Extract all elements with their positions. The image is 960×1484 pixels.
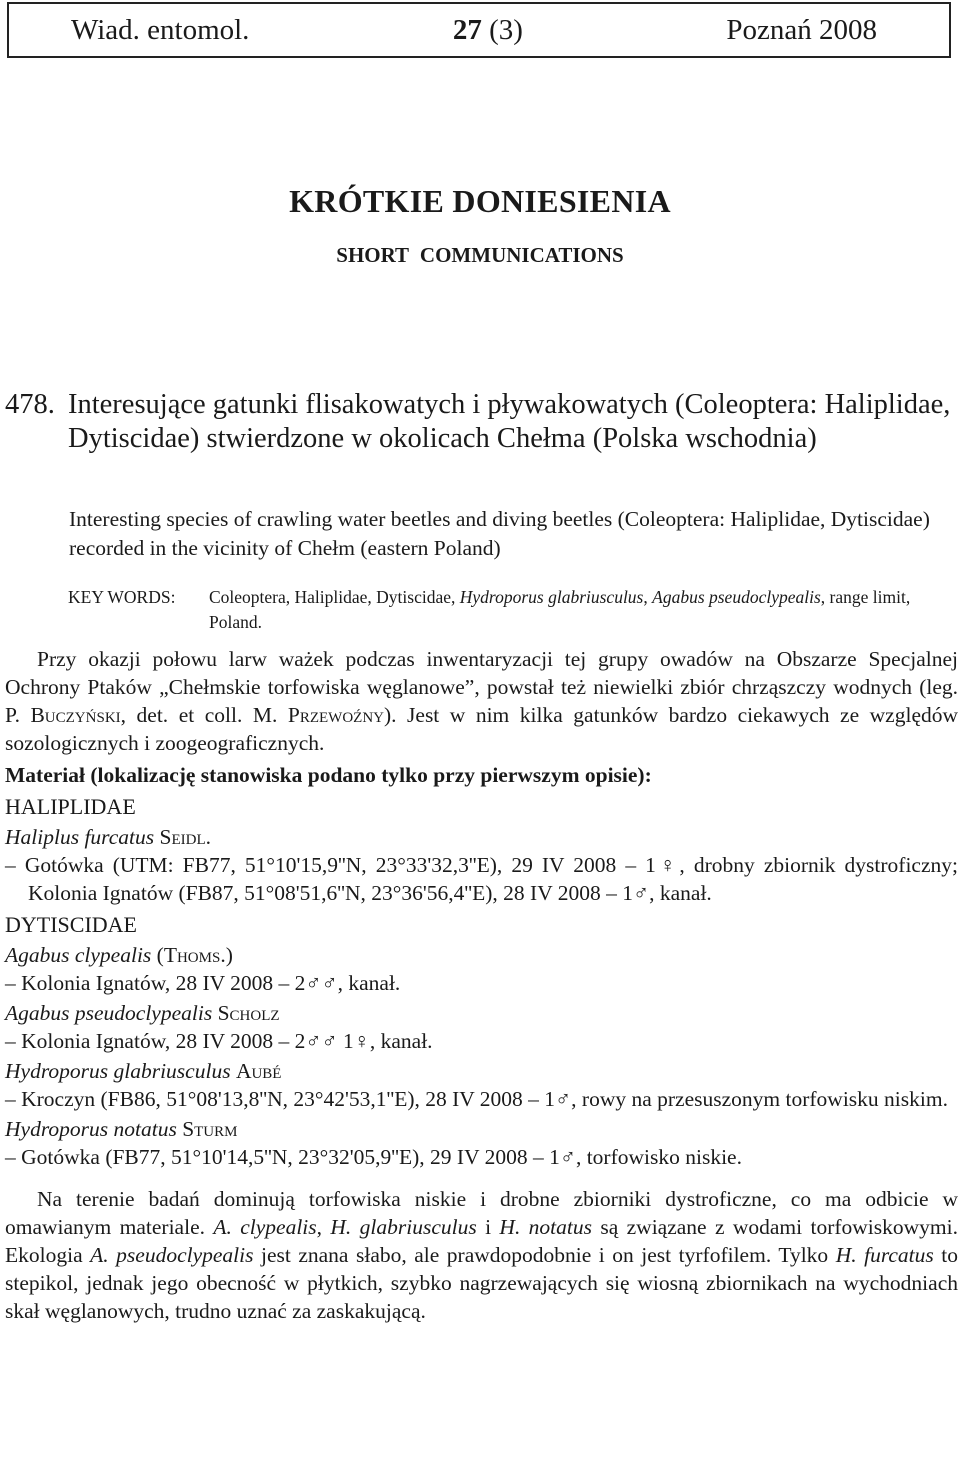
journal-header [7,2,951,58]
species-latin-name: Haliplus furcatus [5,825,155,849]
species-record: – Kroczyn (FB86, 51°08'13,8''N, 23°42'53,1''E), 28 IV 2008 – 1♂, rowy na przesuszonym torfowisku niskim. [5,1087,948,1111]
keywords [68,585,958,635]
text-run: ). Jest w nim kilka gatunków bardzo ciekawych ze względów sozologicznych i zoogeograficznych. [5,703,959,755]
text-run: Na terenie badań dominują torfowiska niskie i drobne zbiorniki dystroficzne, co ma odbicie w omawianym materiale. [5,1187,958,1239]
species-latin-name: Agabus clypealis [5,943,152,967]
text-run: to stepikol, jednak jego obecność w płytkich, szybko nagrzewających się wiosną zbiornikach na wychodniach skał węglanowych, trudno uznać za zaskakującą. [5,1243,959,1323]
intro-paragraph [5,645,958,757]
article-body [5,645,958,1325]
species-latin-name: Hydroporus glabriusculus [5,1059,231,1083]
species-name [5,1057,958,1085]
article-title [5,388,960,456]
species-record: – Kolonia Ignatów, 28 IV 2008 – 2♂♂, kanał. [5,971,401,995]
species-name [5,1115,958,1143]
species-author: Sturm [182,1117,238,1141]
family-heading-dytiscidae: DYTISCIDAE [5,912,137,937]
keywords-label: KEY WORDS: [68,587,176,607]
keywords-part: , [643,587,648,607]
species-author: Aubé [235,1059,282,1083]
species-latin-name: Hydroporus notatus [5,1117,177,1141]
material-heading: Materiał (lokalizację stanowiska podano tylko przy pierwszym opisie): [5,763,652,787]
species-name [5,823,958,851]
keyword-species: Hydroporus glabriusculus [459,587,644,607]
species-author: Scholz [217,1001,280,1025]
issue-number: (3) [489,13,523,46]
text-run: jest znana słabo, ale prawdopodobnie i on jest tyrfofilem. Tylko [253,1243,836,1267]
species-abbrev: A. clypealis [213,1215,317,1239]
species-abbrev: H. furcatus [835,1243,934,1267]
text-run: , [316,1215,331,1239]
keywords-part: Coleoptera, Haliplidae, Dytiscidae, [209,587,456,607]
species-latin-name: Agabus pseudoclypealis [5,1001,213,1025]
author-suffix: . [205,825,211,849]
species-author: Seidl [159,825,206,849]
collector-name: Buczyński [30,703,121,727]
journal-place-year: Poznań 2008 [726,13,877,46]
section-title: KRÓTKIE DONIESIENIA [289,183,671,219]
journal-volume-issue [453,14,523,47]
family-heading-haliplidae: HALIPLIDAE [5,794,136,819]
text-run: i [476,1215,500,1239]
keyword-species: Agabus pseudoclypealis [652,587,821,607]
journal-name: Wiad. entomol. [71,13,250,46]
text-run: , det. et coll. M. [120,703,288,727]
determiner-name: Przewoźny [287,703,384,727]
species-record: – Gotówka (UTM: FB77, 51°10'15,9''N, 23°33'32,3''E), 29 IV 2008 – 1♀, drobny zbiornik dystroficzny; Kolonia Ignatów (FB87, 51°08'51,6''N, 23°36'56,4''E), 28 IV 2008 – 1♂, kanał. [5,853,958,905]
author-suffix: .) [220,943,233,967]
text-run: Przy okazji połowu larw ważek podczas inwentaryzacji tej grupy owadów na Obszarze Specjalnej Ochrony Ptaków „Chełmskie torfowiska węglanowe”, powstał też niewielki zbiór chrząszczy wodnych (leg. P. [5,647,958,727]
article-title-english: Interesting species of crawling water beetles and diving beetles (Coleoptera: Haliplidae, Dytiscidae) recorded in the vicinity of Chełm (eastern Poland) [69,507,930,560]
species-record: – Gotówka (FB77, 51°10'14,5''N, 23°32'05,9''E), 29 IV 2008 – 1♂, torfowisko niskie. [5,1145,742,1169]
species-abbrev: H. notatus [499,1215,592,1239]
volume-number: 27 [452,13,482,46]
author-prefix: ( [156,943,164,967]
keywords-list [209,585,958,635]
species-name [5,999,958,1027]
species-abbrev: A. pseudoclypealis [90,1243,254,1267]
keywords-part: , range limit, Poland. [209,587,911,632]
discussion-paragraph [5,1185,958,1325]
article-number: 478. [5,389,55,420]
article-title-polish: Interesujące gatunki flisakowatych i pływakowatych (Coleoptera: Haliplidae, Dytiscidae) stwierdzone w okolicach Chełma (Polska wschodnia) [68,389,951,454]
species-abbrev: H. glabriusculus [330,1215,477,1239]
species-author: Thoms [163,943,221,967]
section-subtitle: SHORT COMMUNICATIONS [336,243,624,267]
species-record: – Kolonia Ignatów, 28 IV 2008 – 2♂♂ 1♀, kanał. [5,1029,433,1053]
text-run: są związane z wodami torfowiskowymi. Ekologia [5,1215,958,1267]
species-name [5,941,958,969]
